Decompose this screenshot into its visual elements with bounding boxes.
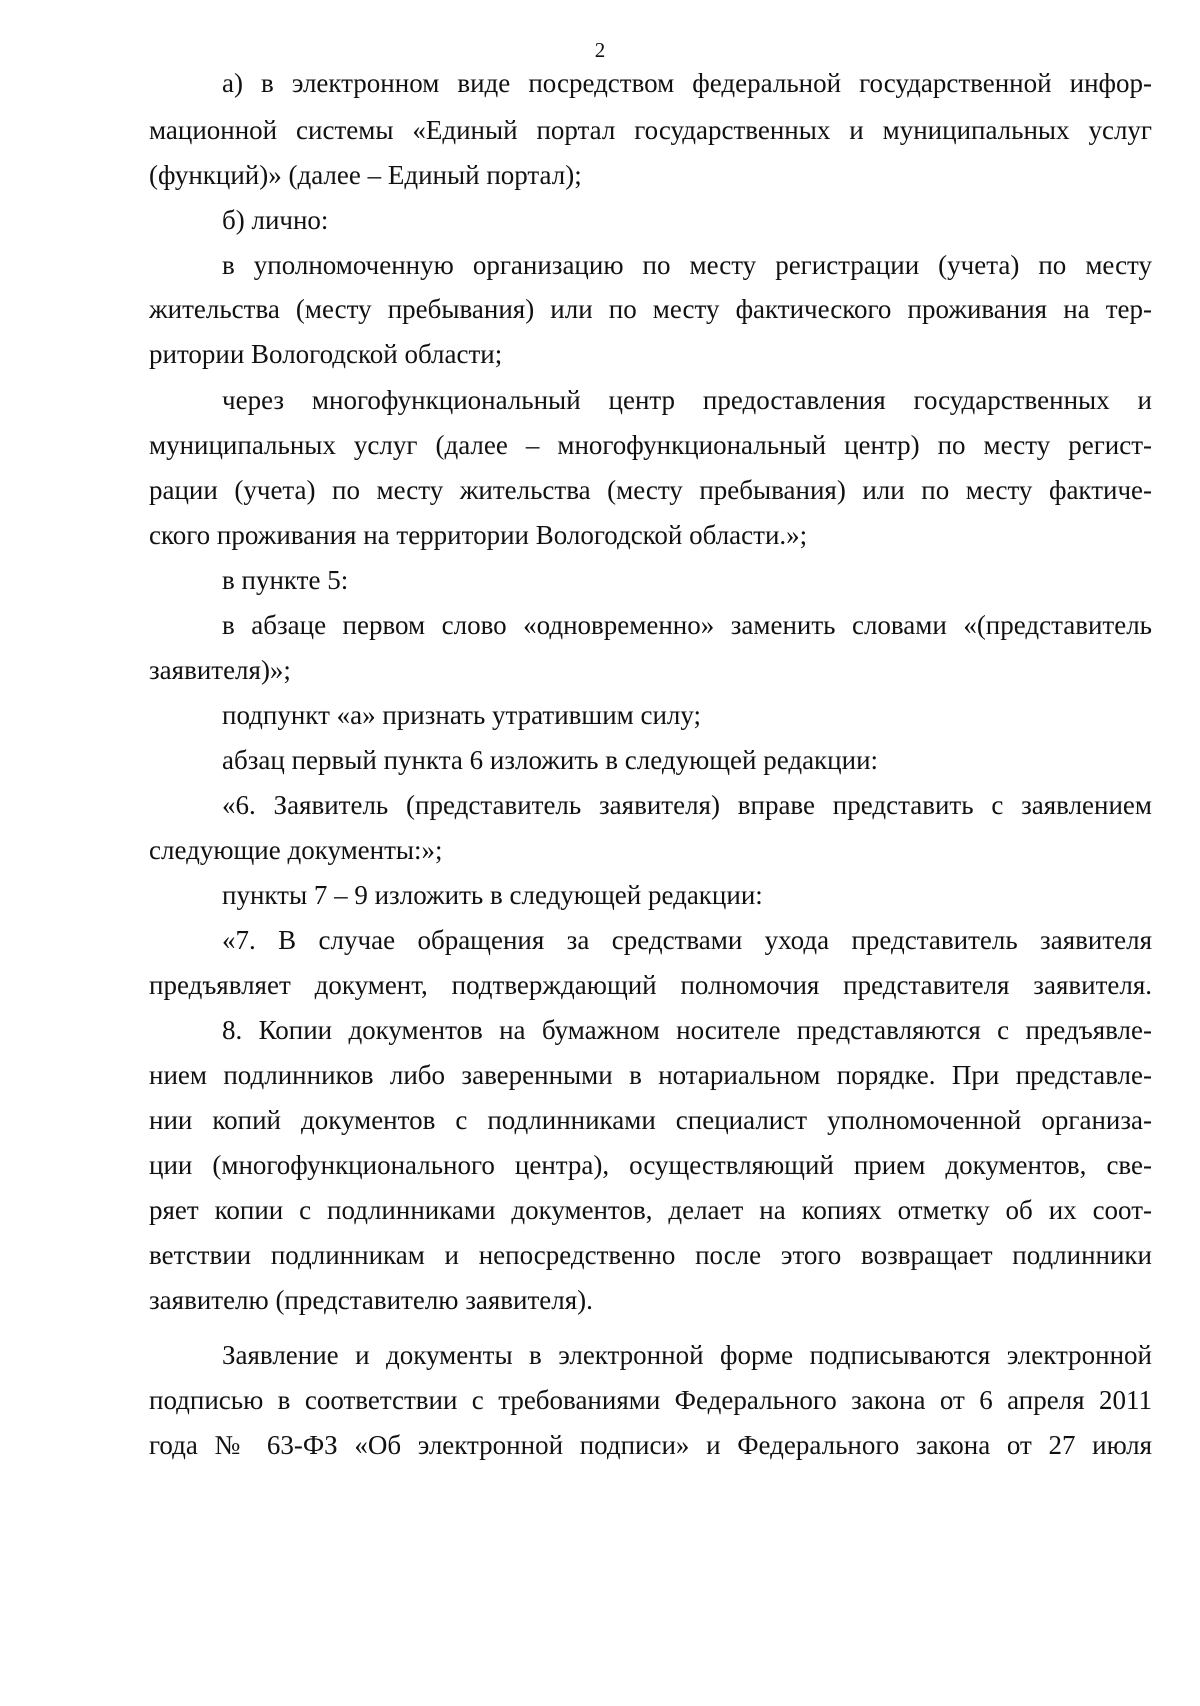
text-line: ряет копии с подлинниками документов, делает на копиях отметку об их соот- [149,1195,1152,1225]
text-line: подписью в соответствии с требованиями Федерального закона от 6 апреля 2011 [149,1385,1152,1415]
text-line: нии копий документов с подлинниками специалист уполномоченной организа- [149,1105,1152,1135]
text-line: жительства (месту пребывания) или по месту фактического проживания на тер- [149,294,1152,324]
text-line: ции (многофункционального центра), осуществляющий прием документов, све- [149,1150,1152,1180]
page-number: 2 [594,38,606,62]
text-line: в пункте 5: [222,565,349,595]
text-line: через многофункциональный центр предоставления государственных и [222,385,1152,415]
text-line: «6. Заявитель (представитель заявителя) вправе представить с заявлением [222,790,1152,820]
text-line: в уполномоченную организацию по месту регистрации (учета) по месту [222,250,1152,280]
text-line: рации (учета) по месту жительства (месту пребывания) или по месту фактиче- [149,475,1152,505]
text-line: ритории Вологодской области; [149,339,503,369]
text-line: следующие документы:»; [149,835,443,865]
text-line: года № 63-ФЗ «Об электронной подписи» и Федерального закона от 27 июля [149,1430,1152,1460]
text-line: ветствии подлинникам и непосредственно после этого возвращает подлинники [149,1240,1152,1270]
text-line: пункты 7 – 9 изложить в следующей редакции: [222,880,763,910]
text-line: «7. В случае обращения за средствами ухода представитель заявителя [222,925,1152,955]
text-line: ского проживания на территории Вологодской области.»; [149,520,808,550]
text-line: а) в электронном виде посредством федеральной государственной инфор- [222,68,1152,98]
text-line: подпункт «а» признать утратившим силу; [222,700,702,730]
text-line: 8. Копии документов на бумажном носителе представляются с предъявле- [222,1015,1152,1045]
text-line: б) лично: [222,205,329,235]
text-line: Заявление и документы в электронной форме подписываются электронной [222,1340,1152,1370]
text-line: мационной системы «Единый портал государственных и муниципальных услуг [149,115,1152,145]
text-line: заявителя)»; [149,655,291,685]
text-line: нием подлинников либо заверенными в нотариальном порядке. При представле- [149,1060,1152,1090]
text-line: заявителю (представителю заявителя). [149,1285,593,1315]
text-line: предъявляет документ, подтверждающий полномочия представителя заявителя. [149,970,1152,1000]
text-line: в абзаце первом слово «одновременно» заменить словами «(представитель [222,610,1152,640]
text-line: муниципальных услуг (далее – многофункциональный центр) по месту регист- [149,430,1152,460]
text-line: (функций)» (далее – Единый портал); [149,160,582,190]
text-line: абзац первый пункта 6 изложить в следующей редакции: [222,745,879,775]
